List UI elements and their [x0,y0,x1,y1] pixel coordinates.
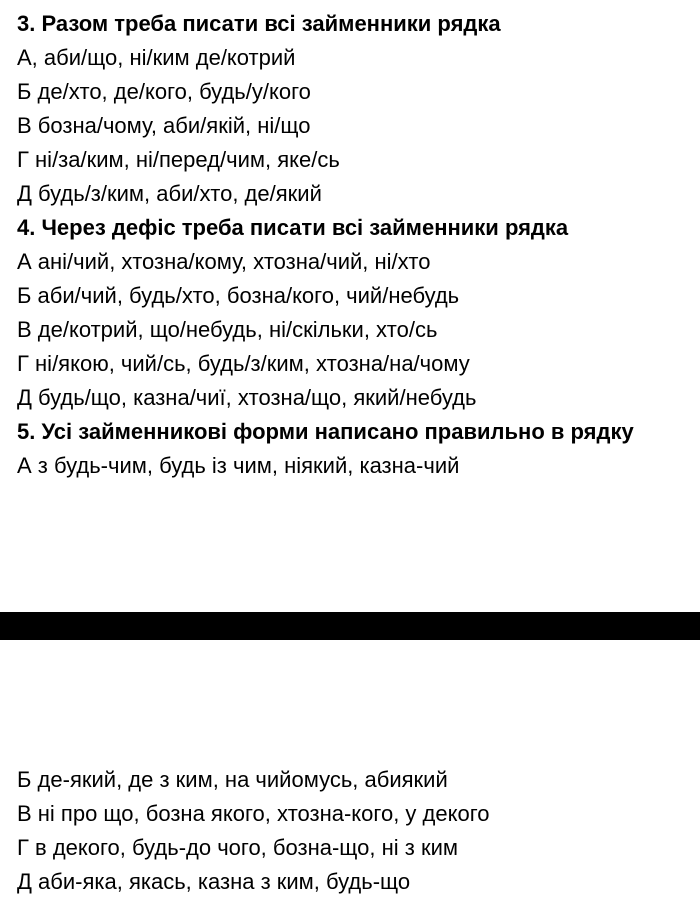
question-4-option-a: А ані/чий, хтозна/кому, хтозна/чий, ні/хто [17,249,431,274]
question-5-option-h: Г в декого, будь-до чого, бозна-що, ні з ким [17,835,458,860]
question-5-option-v: В ні про що, бозна якого, хтозна-кого, у декого [17,801,490,826]
question-4-option-d: Д будь/що, казна/чиї, хтозна/що, який/небудь [17,385,477,410]
question-3-option-a: А, аби/що, ні/ким де/котрий [17,45,296,70]
question-4-option-h: Г ні/якою, чий/сь, будь/з/ким, хтозна/на/чому [17,351,470,376]
black-divider-bar [0,612,700,640]
question-4-option-b: Б аби/чий, будь/хто, бозна/кого, чий/небудь [17,283,460,308]
bottom-options [17,763,700,899]
question-3-option-h: Г ні/за/ким, ні/перед/чим, яке/сь [17,147,340,172]
question-3-option-d: Д будь/з/ким, аби/хто, де/який [17,181,322,206]
question-3-title: 3. Разом треба писати всі займенники рядка [17,11,501,36]
question-5-option-a: А з будь-чим, будь із чим, ніякий, казна-чий [17,453,460,478]
question-4-option-v: В де/котрий, що/небудь, ні/скільки, хто/сь [17,317,438,342]
question-5-option-d: Д аби-яка, якась, казна з ким, будь-що [17,869,411,894]
question-4-title: 4. Через дефіс треба писати всі займенники рядка [17,215,569,240]
top-questions [17,7,700,483]
question-5-option-b: Б де-який, де з ким, на чийомусь, абиякий [17,767,448,792]
question-3-option-v: В бозна/чому, аби/якій, ні/що [17,113,311,138]
question-3-option-b: Б де/хто, де/кого, будь/у/кого [17,79,311,104]
question-5-title: 5. Усі займенникові форми написано правильно в рядку [17,419,634,444]
